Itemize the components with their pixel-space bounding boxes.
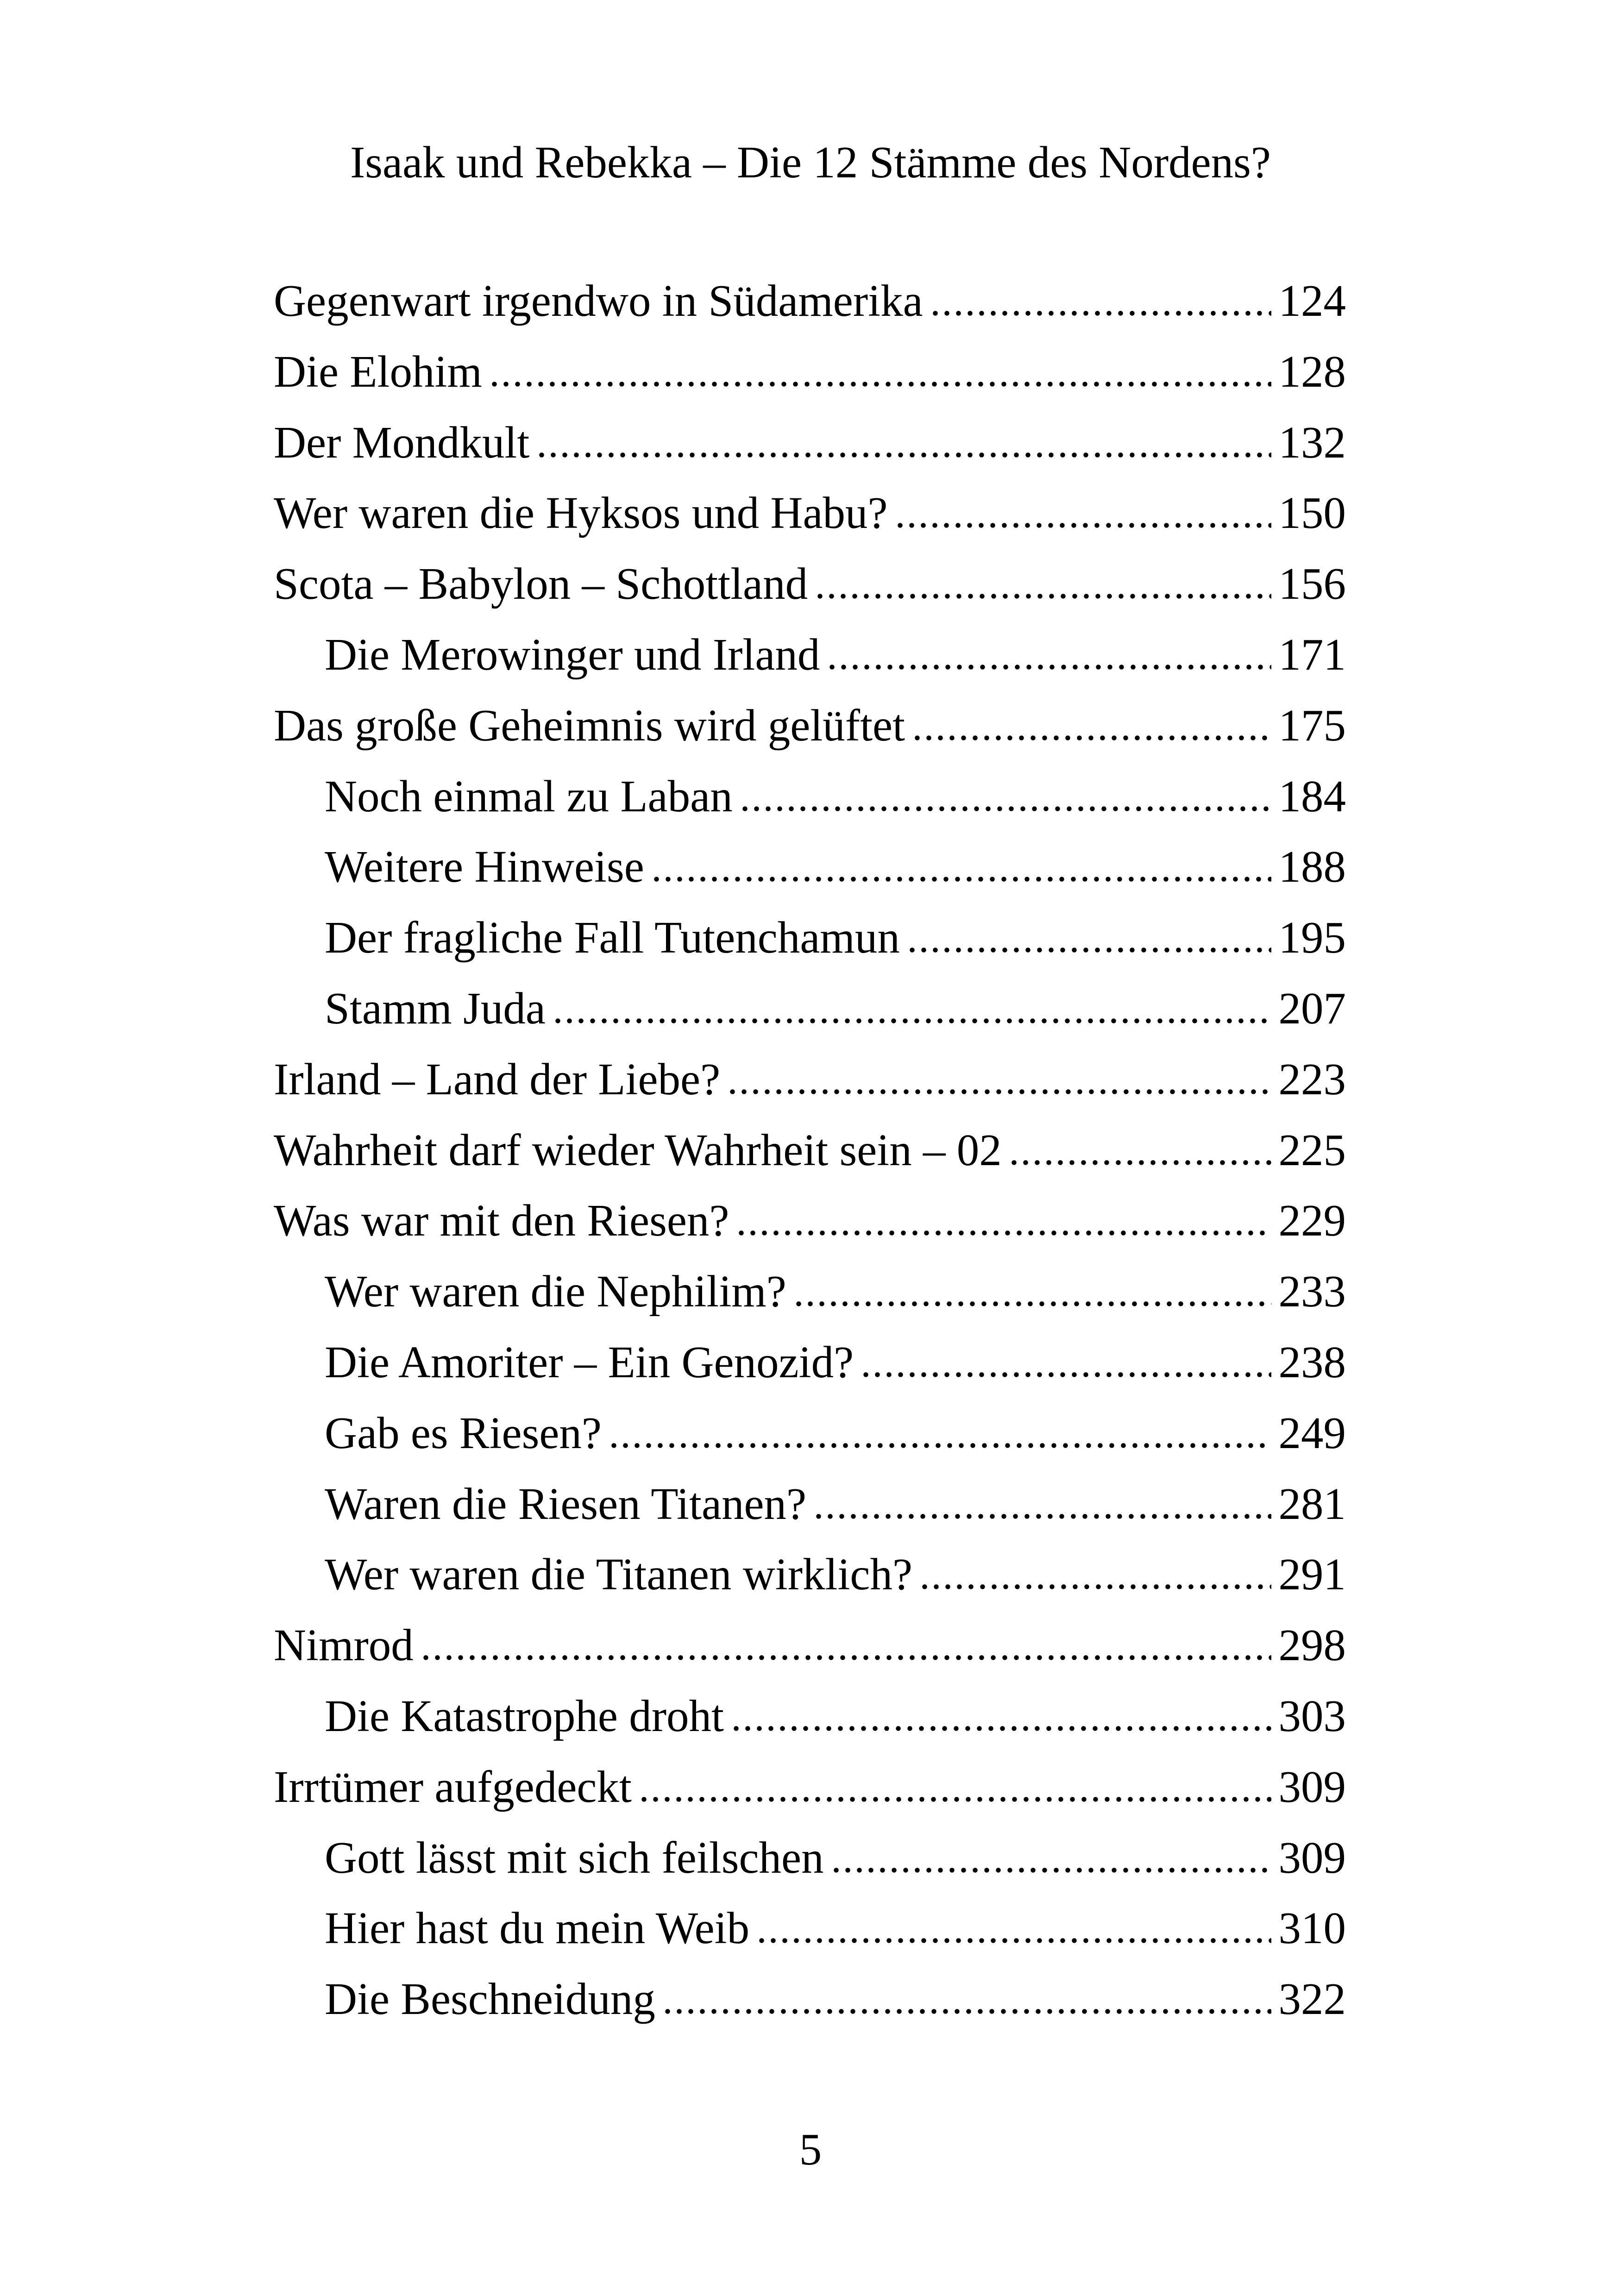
toc-entry xyxy=(274,1823,1346,1894)
toc-entry-title: Der Mondkult xyxy=(274,417,530,467)
toc-entry-title: Noch einmal zu Laban xyxy=(325,771,733,821)
toc-entry-page: 150 xyxy=(1278,488,1346,538)
toc-entry-title: Nimrod xyxy=(274,1620,414,1670)
toc-entry-title: Die Merowinger und Irland xyxy=(325,629,820,679)
toc-entry-page: 188 xyxy=(1278,842,1346,892)
toc-entry-page: 124 xyxy=(1278,276,1346,326)
toc-entry-title: Was war mit den Riesen? xyxy=(274,1196,729,1246)
toc-entry xyxy=(274,1044,1346,1115)
toc-entry-page: 303 xyxy=(1278,1691,1346,1741)
toc-entry-page: 249 xyxy=(1278,1408,1346,1458)
toc-leader-dots xyxy=(830,1868,1271,1873)
toc-leader-dots xyxy=(756,1938,1271,1943)
toc-leader-dots xyxy=(813,1514,1271,1519)
toc-entry xyxy=(274,1327,1346,1398)
toc-entry-page: 132 xyxy=(1278,417,1346,467)
page-header: Isaak und Rebekka – Die 12 Stämme des Nordens? xyxy=(350,138,1271,187)
toc-entry-page: 322 xyxy=(1278,1974,1346,2024)
toc-entry-title: Hier hast du mein Weib xyxy=(325,1903,750,1953)
toc-entry xyxy=(274,549,1346,620)
toc-entry-page: 171 xyxy=(1278,629,1346,679)
toc-entry-title: Weitere Hinweise xyxy=(325,842,644,892)
toc-entry-page: 233 xyxy=(1278,1267,1346,1317)
page-number: 5 xyxy=(799,2125,822,2174)
toc-entry-title: Wer waren die Titanen wirklich? xyxy=(325,1549,913,1600)
toc-entry xyxy=(274,1893,1346,1964)
toc-entry xyxy=(274,1681,1346,1752)
toc-leader-dots xyxy=(651,877,1271,882)
toc-leader-dots xyxy=(727,1089,1271,1094)
toc-entry-title: Die Elohim xyxy=(274,346,482,396)
toc-entry-title: Wer waren die Nephilim? xyxy=(325,1267,786,1317)
toc-leader-dots xyxy=(911,735,1271,740)
toc-entry-page: 207 xyxy=(1278,983,1346,1033)
toc-entry xyxy=(274,1115,1346,1186)
toc-entry-page: 156 xyxy=(1278,559,1346,609)
toc-entry-page: 291 xyxy=(1278,1549,1346,1600)
toc-entry-page: 128 xyxy=(1278,346,1346,396)
toc-entry xyxy=(274,1964,1346,2035)
toc-entry xyxy=(274,1256,1346,1327)
toc-entry xyxy=(274,690,1346,761)
toc-entry xyxy=(274,761,1346,832)
toc-entry-page: 309 xyxy=(1278,1832,1346,1882)
toc-entry-title: Gegenwart irgendwo in Südamerika xyxy=(274,276,923,326)
toc-entry xyxy=(274,1186,1346,1256)
toc-leader-dots xyxy=(730,1726,1271,1731)
toc-leader-dots xyxy=(735,1230,1271,1236)
toc-entry-page: 229 xyxy=(1278,1196,1346,1246)
toc-entry-page: 175 xyxy=(1278,700,1346,750)
toc-leader-dots xyxy=(894,523,1271,528)
toc-leader-dots xyxy=(906,947,1271,953)
toc-entry xyxy=(274,337,1346,408)
toc-entry-title: Die Beschneidung xyxy=(325,1974,655,2024)
toc-entry-page: 225 xyxy=(1278,1125,1346,1175)
toc-entry xyxy=(274,478,1346,549)
toc-entry-page: 298 xyxy=(1278,1620,1346,1670)
toc-entry-title: Wer waren die Hyksos und Habu? xyxy=(274,488,888,538)
toc-entry-title: Waren die Riesen Titanen? xyxy=(325,1479,807,1529)
toc-leader-dots xyxy=(814,594,1271,599)
toc-entry xyxy=(274,266,1346,337)
toc-entry-title: Gab es Riesen? xyxy=(325,1408,602,1458)
toc-entry-title: Das große Geheimnis wird gelüftet xyxy=(274,700,905,750)
toc-entry xyxy=(274,1752,1346,1823)
toc-entry-title: Wahrheit darf wieder Wahrheit sein – 02 xyxy=(274,1125,1002,1175)
toc-entry-page: 310 xyxy=(1278,1903,1346,1953)
toc-entry-page: 223 xyxy=(1278,1054,1346,1104)
toc-entry xyxy=(274,1469,1346,1540)
toc-entry-page: 184 xyxy=(1278,771,1346,821)
toc-leader-dots xyxy=(420,1655,1271,1660)
toc-entry xyxy=(274,408,1346,478)
toc-entry-title: Stamm Juda xyxy=(325,983,546,1033)
toc-leader-dots xyxy=(536,452,1271,458)
toc-entry-title: Die Katastrophe droht xyxy=(325,1691,724,1741)
toc-entry-page: 195 xyxy=(1278,913,1346,963)
toc-entry xyxy=(274,1398,1346,1469)
toc-leader-dots xyxy=(489,382,1271,387)
toc-list xyxy=(274,266,1346,2035)
toc-entry-title: Die Amoriter – Ein Genozid? xyxy=(325,1337,854,1387)
toc-leader-dots xyxy=(860,1372,1271,1377)
toc-leader-dots xyxy=(739,806,1271,811)
toc-entry-title: Gott lässt mit sich feilschen xyxy=(325,1832,824,1882)
toc-entry xyxy=(274,1539,1346,1610)
toc-entry-title: Irland – Land der Liebe? xyxy=(274,1054,721,1104)
toc-leader-dots xyxy=(608,1443,1271,1448)
toc-leader-dots xyxy=(826,665,1271,670)
toc-entry-title: Der fragliche Fall Tutenchamun xyxy=(325,913,900,963)
toc-leader-dots xyxy=(552,1018,1271,1023)
toc-entry-title: Irrtümer aufgedeckt xyxy=(274,1762,632,1812)
toc-leader-dots xyxy=(930,311,1271,316)
toc-entry xyxy=(274,832,1346,903)
toc-leader-dots xyxy=(793,1301,1271,1306)
toc-entry-page: 281 xyxy=(1278,1479,1346,1529)
toc-leader-dots xyxy=(638,1797,1271,1802)
toc-entry-title: Scota – Babylon – Schottland xyxy=(274,559,808,609)
toc-entry xyxy=(274,620,1346,690)
toc-entry xyxy=(274,903,1346,973)
toc-entry xyxy=(274,1610,1346,1681)
toc-leader-dots xyxy=(662,2009,1271,2014)
toc-entry-page: 238 xyxy=(1278,1337,1346,1387)
toc-leader-dots xyxy=(1008,1160,1271,1165)
toc-entry-page: 309 xyxy=(1278,1762,1346,1812)
toc-entry xyxy=(274,973,1346,1044)
toc-leader-dots xyxy=(919,1584,1271,1589)
